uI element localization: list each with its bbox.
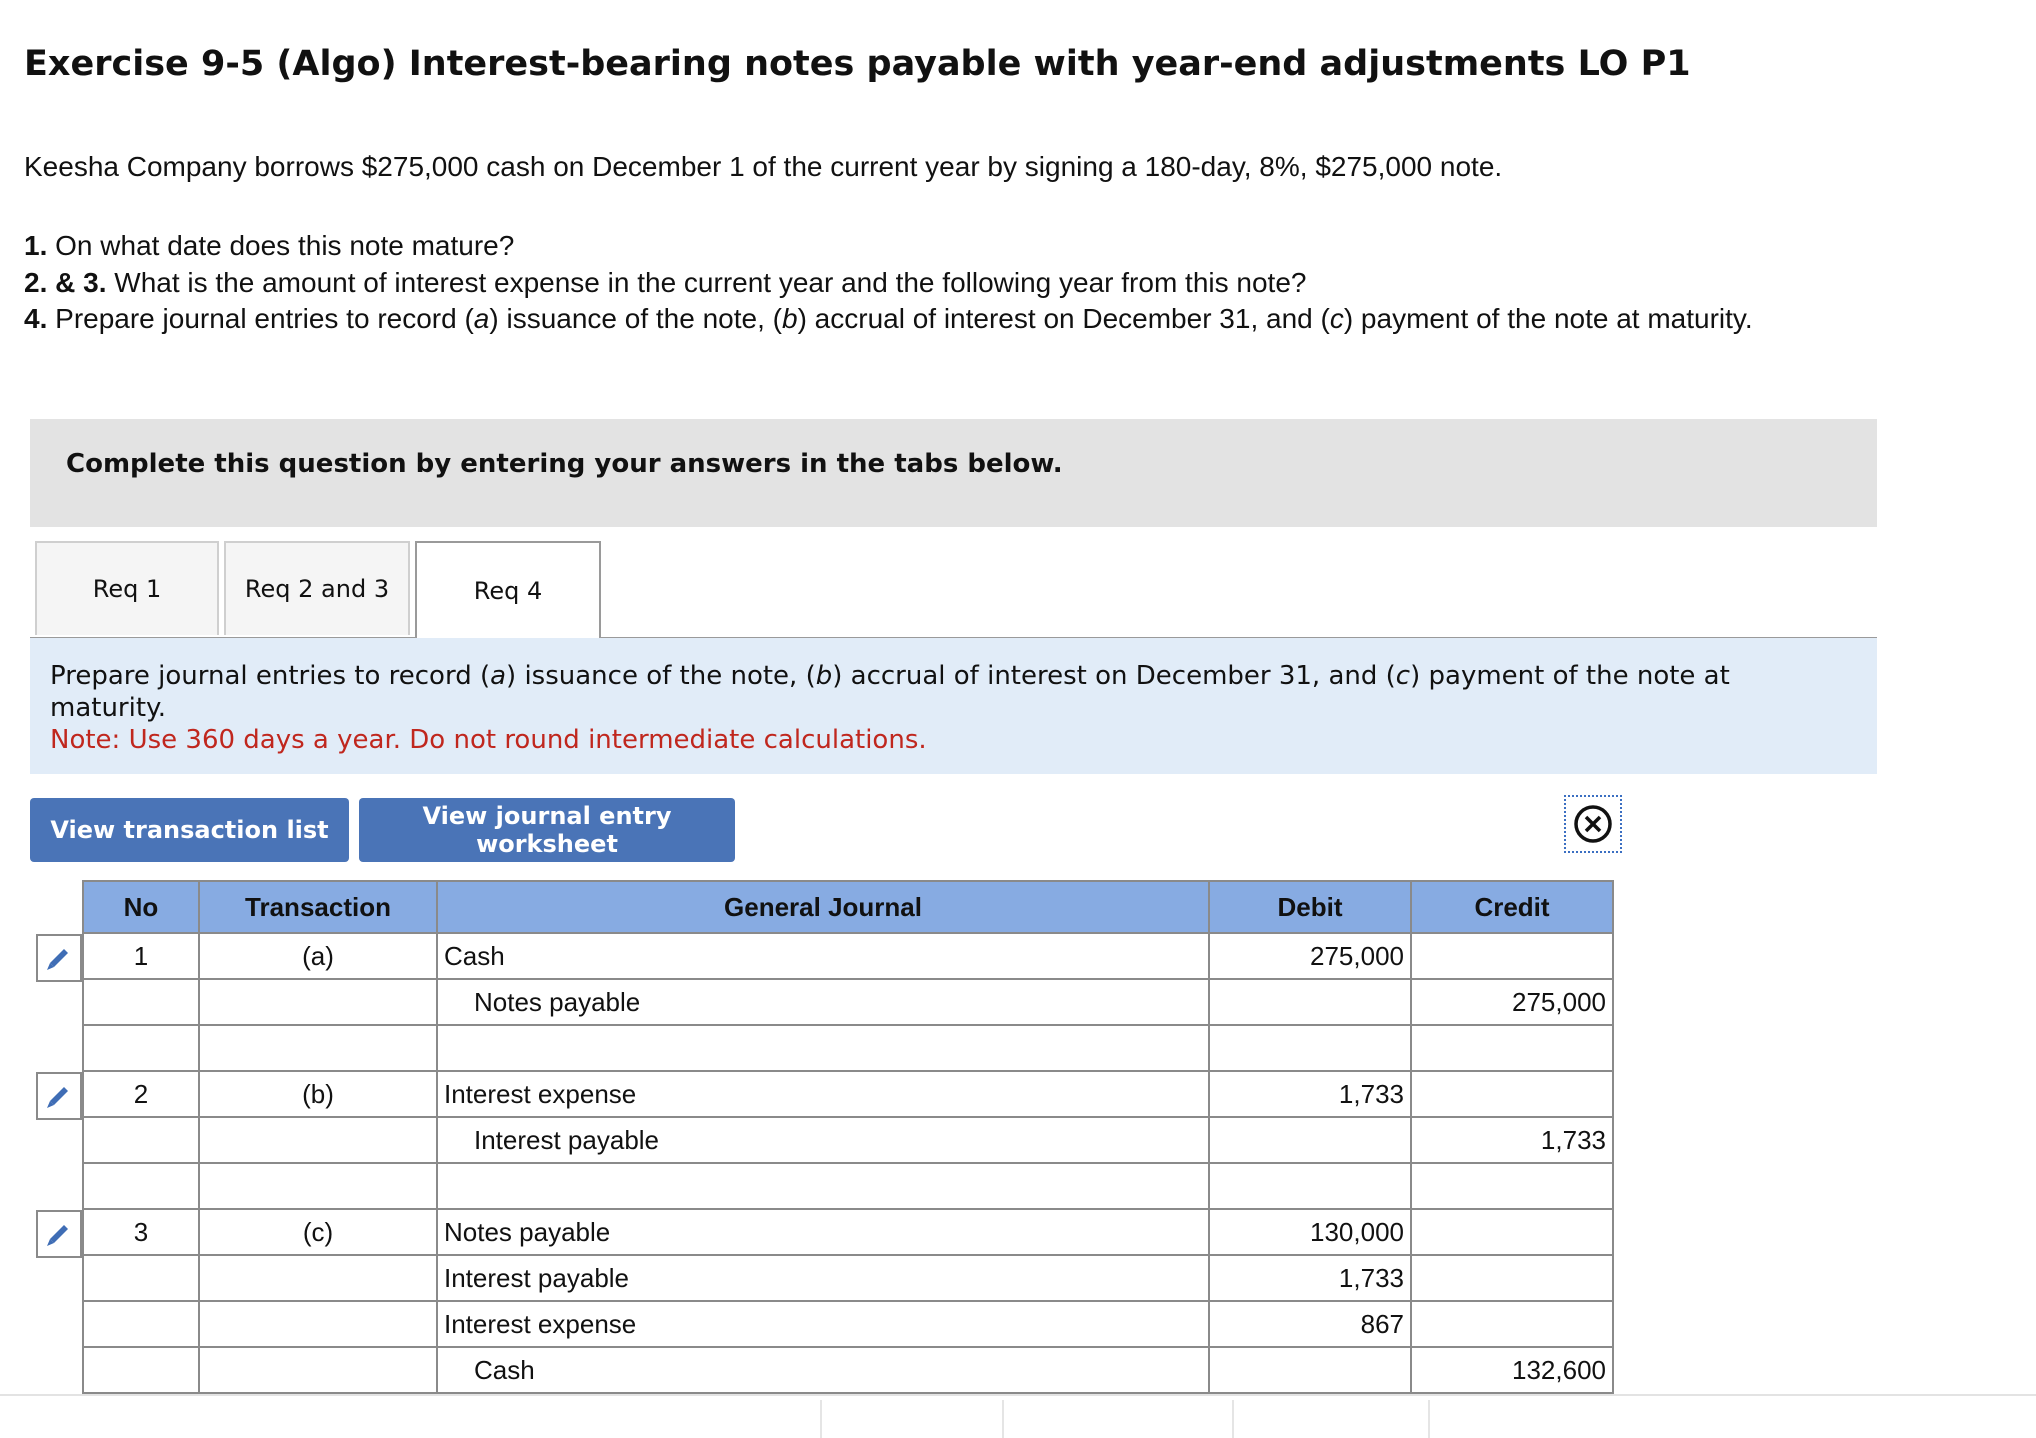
row-debit (1209, 1163, 1411, 1209)
row-transaction (199, 1347, 437, 1393)
table-row (83, 1209, 1613, 1255)
row-credit (1411, 1255, 1613, 1301)
row-account: Interest payable (437, 1117, 1209, 1163)
row-debit (1209, 1347, 1411, 1393)
question-1: 1. On what date does this note mature? (24, 230, 515, 261)
row-no (83, 1163, 199, 1209)
row-account: Notes payable (437, 1209, 1209, 1255)
row-credit (1411, 1301, 1613, 1347)
row-no (83, 1255, 199, 1301)
row-credit: 132,600 (1411, 1347, 1613, 1393)
row-debit (1209, 1025, 1411, 1071)
table-row (83, 1163, 1613, 1209)
table-row (83, 1347, 1613, 1393)
footer-divider (0, 1394, 2036, 1396)
row-account: Cash (437, 933, 1209, 979)
table-row (83, 1117, 1613, 1163)
row-transaction (199, 1117, 437, 1163)
view-journal-entry-worksheet-button[interactable]: View journal entry worksheet (359, 798, 735, 862)
row-no (83, 1301, 199, 1347)
row-credit (1411, 933, 1613, 979)
problem-intro: Keesha Company borrows $275,000 cash on December 1 of the current year by signing a 180-day, 8%, $275,000 note. (24, 151, 1503, 182)
header-debit: Debit (1209, 881, 1411, 933)
view-transaction-list-button[interactable]: View transaction list (30, 798, 349, 862)
journal-table (82, 880, 1614, 1394)
footer-divider-tick (1428, 1400, 1430, 1438)
row-no (83, 1117, 199, 1163)
footer-divider-tick (1232, 1400, 1234, 1438)
table-row (83, 1071, 1613, 1117)
row-credit (1411, 1209, 1613, 1255)
row-transaction (199, 1255, 437, 1301)
row-transaction (199, 1301, 437, 1347)
row-debit (1209, 1117, 1411, 1163)
row-transaction: (a) (199, 933, 437, 979)
table-row (83, 1255, 1613, 1301)
edit-entry-1-button[interactable] (36, 934, 82, 982)
table-row (83, 933, 1613, 979)
row-debit (1209, 979, 1411, 1025)
page-title: Exercise 9-5 (Algo) Interest-bearing notes payable with year-end adjustments LO P1 (24, 44, 1691, 84)
table-row (83, 1301, 1613, 1347)
row-credit (1411, 1163, 1613, 1209)
edit-entry-2-button[interactable] (36, 1072, 82, 1120)
journal-header-row (83, 881, 1613, 933)
row-no: 3 (83, 1209, 199, 1255)
row-account: Interest expense (437, 1071, 1209, 1117)
header-transaction: Transaction (199, 881, 437, 933)
row-no (83, 1025, 199, 1071)
row-credit (1411, 1071, 1613, 1117)
row-debit: 275,000 (1209, 933, 1411, 979)
row-transaction (199, 1163, 437, 1209)
tab-req-1[interactable]: Req 1 (35, 541, 219, 635)
row-account: Interest payable (437, 1255, 1209, 1301)
question-list (24, 228, 1874, 338)
header-general-journal: General Journal (437, 881, 1209, 933)
tab-req-2-and-3[interactable]: Req 2 and 3 (224, 541, 410, 635)
question-4: 4. Prepare journal entries to record (a) issuance of the note, (b) accrual of interest on December 31, and (c) payment of the note at maturity. (24, 303, 1753, 334)
row-account: Interest expense (437, 1301, 1209, 1347)
pencil-icon (44, 1081, 74, 1111)
requirement-tabs (30, 541, 1877, 639)
header-no: No (83, 881, 199, 933)
row-debit: 1,733 (1209, 1255, 1411, 1301)
pencil-icon (44, 1219, 74, 1249)
table-row (83, 979, 1613, 1025)
instructions-note: Note: Use 360 days a year. Do not round intermediate calculations. (50, 725, 927, 755)
row-no (83, 1347, 199, 1393)
row-no: 2 (83, 1071, 199, 1117)
row-transaction: (b) (199, 1071, 437, 1117)
row-no: 1 (83, 933, 199, 979)
pencil-icon (44, 943, 74, 973)
row-no (83, 979, 199, 1025)
table-row (83, 1025, 1613, 1071)
row-credit: 1,733 (1411, 1117, 1613, 1163)
row-debit: 130,000 (1209, 1209, 1411, 1255)
edit-entry-3-button[interactable] (36, 1210, 82, 1258)
row-transaction: (c) (199, 1209, 437, 1255)
tab-req-4[interactable]: Req 4 (415, 541, 601, 639)
row-transaction (199, 1025, 437, 1071)
row-debit: 1,733 (1209, 1071, 1411, 1117)
instructions-text: Prepare journal entries to record (a) issuance of the note, (b) accrual of interest on December 31, and (c) payment of the note at maturity. Note: Use 360 days a year. Do not round intermediate calculations. (50, 661, 1730, 755)
row-credit: 275,000 (1411, 979, 1613, 1025)
row-account (437, 1025, 1209, 1071)
row-debit: 867 (1209, 1301, 1411, 1347)
close-circle-icon (1572, 803, 1614, 845)
footer-divider-tick (1002, 1400, 1004, 1438)
question-2-3: 2. & 3. What is the amount of interest expense in the current year and the following year from this note? (24, 266, 1307, 298)
row-transaction (199, 979, 437, 1025)
row-account (437, 1163, 1209, 1209)
footer-divider-tick (820, 1400, 822, 1438)
close-button[interactable] (1564, 795, 1622, 853)
row-credit (1411, 1025, 1613, 1071)
row-account: Notes payable (437, 979, 1209, 1025)
row-account: Cash (437, 1347, 1209, 1393)
requirement-instructions (30, 638, 1877, 774)
banner-text: Complete this question by entering your answers in the tabs below. (66, 449, 1063, 479)
instructions-banner (30, 419, 1877, 527)
header-credit: Credit (1411, 881, 1613, 933)
